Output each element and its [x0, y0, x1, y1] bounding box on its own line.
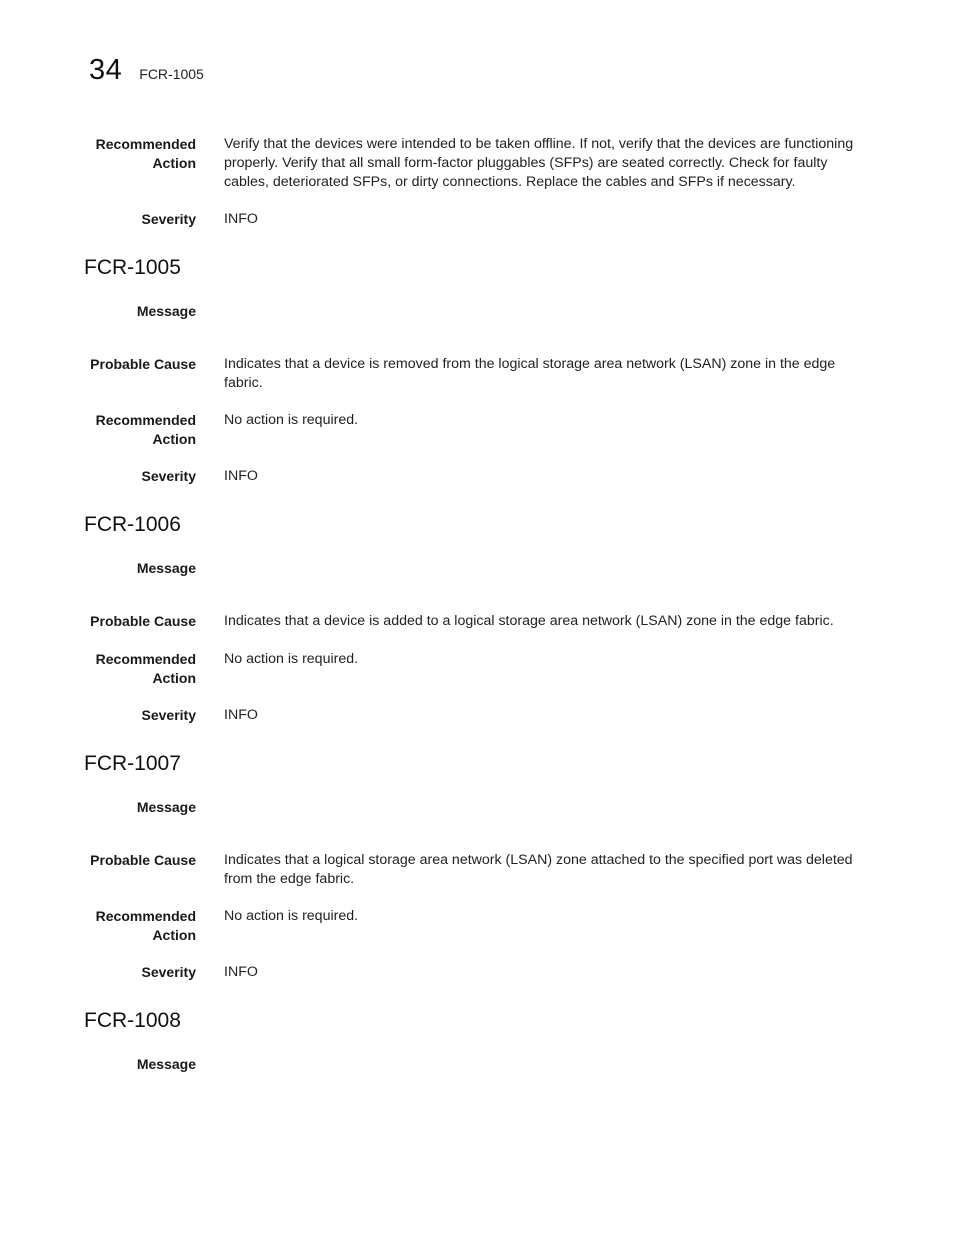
- severity-label: Severity: [141, 964, 196, 980]
- probable-cause-label: Probable Cause: [90, 613, 196, 629]
- top-severity-row: [70, 210, 880, 229]
- section-heading-fcr-1005: FCR-1005: [84, 256, 181, 279]
- severity-value: INFO: [224, 964, 258, 980]
- fcr-1008-message-row: [70, 1055, 880, 1074]
- recommended-action-text: No action is required.: [224, 651, 359, 667]
- fcr-1005-probable-cause-row: [70, 355, 880, 393]
- fcr-1005-recommended-action-row: [70, 411, 880, 449]
- severity-label: Severity: [141, 468, 196, 484]
- fcr-1006-message-row: [70, 559, 880, 578]
- section-heading-fcr-1006: FCR-1006: [84, 513, 181, 536]
- section-heading-fcr-1008: FCR-1008: [84, 1009, 181, 1032]
- severity-value: INFO: [224, 211, 258, 227]
- fcr-1005-severity-row: [70, 467, 880, 486]
- top-recommended-action-row: [70, 135, 880, 192]
- severity-label: Severity: [141, 211, 196, 227]
- fcr-1007-recommended-action-row: [70, 907, 880, 945]
- probable-cause-label: Probable Cause: [90, 356, 196, 372]
- fcr-1007-message-row: [70, 798, 880, 817]
- severity-value: INFO: [224, 707, 258, 723]
- probable-cause-text: Indicates that a device is removed from the logical storage area network (LSAN) zone in the edge fabric.: [224, 356, 836, 391]
- recommended-action-text: No action is required.: [224, 412, 359, 428]
- severity-label: Severity: [141, 707, 196, 723]
- probable-cause-text: Indicates that a device is added to a logical storage area network (LSAN) zone in the edge fabric.: [224, 613, 834, 629]
- recommended-action-text: Verify that the devices were intended to be taken offline. If not, verify that the devices are functioning properly. Verify that all small form-factor pluggables (SFPs) are seated correctly. Check for faulty cables, deteriorated SFPs, or dirty connections. Replace the cables and SFPs if necessary.: [224, 136, 854, 190]
- recommended-action-label: Recommended Action: [95, 136, 196, 171]
- recommended-action-label: Recommended Action: [95, 412, 196, 447]
- fcr-1006-severity-row: [70, 706, 880, 725]
- fcr-1007-severity-row: [70, 963, 880, 982]
- probable-cause-label: Probable Cause: [90, 852, 196, 868]
- page-header: [89, 52, 204, 88]
- probable-cause-text: Indicates that a logical storage area network (LSAN) zone attached to the specified port was deleted from the edge fabric.: [224, 852, 853, 887]
- message-label: Message: [136, 560, 196, 576]
- recommended-action-label: Recommended Action: [95, 651, 196, 686]
- fcr-1005-message-row: [70, 302, 880, 321]
- message-label: Message: [136, 799, 196, 815]
- section-heading-fcr-1007: FCR-1007: [84, 752, 181, 775]
- recommended-action-label: Recommended Action: [95, 908, 196, 943]
- severity-value: INFO: [224, 468, 258, 484]
- fcr-1007-probable-cause-row: [70, 851, 880, 889]
- fcr-1006-probable-cause-row: [70, 612, 880, 631]
- recommended-action-text: No action is required.: [224, 908, 359, 924]
- chapter-number: 34: [89, 54, 123, 86]
- message-label: Message: [136, 1056, 196, 1072]
- fcr-1006-recommended-action-row: [70, 650, 880, 688]
- running-header-title: FCR-1005: [139, 66, 204, 82]
- message-label: Message: [136, 303, 196, 319]
